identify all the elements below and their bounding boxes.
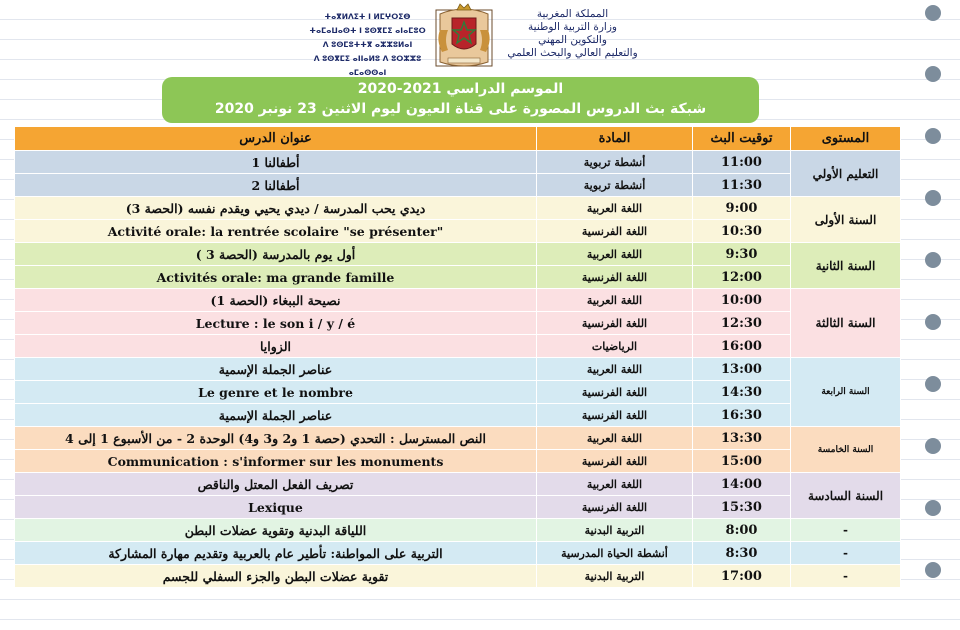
table-row bbox=[15, 358, 901, 381]
binder-ring bbox=[925, 252, 941, 268]
lesson-title-cell: تقوية عضلات البطن والجزء السفلي للجسم bbox=[15, 565, 537, 588]
time-cell: 8:30 bbox=[693, 542, 791, 565]
time-cell: 15:30 bbox=[693, 496, 791, 519]
lesson-title-cell: عناصر الجملة الإسمية bbox=[15, 404, 537, 427]
tifinagh-ministry-name bbox=[300, 10, 435, 80]
lesson-title-cell: ديدي يحب المدرسة / ديدي يحيي ويقدم نفسه (الحصة 3) bbox=[15, 197, 537, 220]
header-subject: المادة bbox=[537, 127, 693, 151]
subject-cell: الرياضيات bbox=[537, 335, 693, 358]
table-row bbox=[15, 473, 901, 496]
lesson-title-cell: Activité orale: la rentrée scolaire "se présenter" bbox=[15, 220, 537, 243]
table-row bbox=[15, 335, 901, 358]
lesson-title-cell: أول يوم بالمدرسة (الحصة 3 ) bbox=[15, 243, 537, 266]
subject-cell: اللغة الفرنسية bbox=[537, 450, 693, 473]
time-cell: 14:00 bbox=[693, 473, 791, 496]
subject-cell: اللغة العربية bbox=[537, 473, 693, 496]
level-cell: - bbox=[791, 542, 901, 565]
tifinagh-line: ⴷ ⵓⵙⴳⵎⵉ ⴰⵏⵏⴰⵍⵓ ⴷ ⵓⵔⵣⵣⵓ ⴰⵎⴰⵙⵙⴰⵏ bbox=[313, 54, 422, 77]
level-cell: السنة الثالثة bbox=[791, 289, 901, 358]
table-row bbox=[15, 243, 901, 266]
binder-ring bbox=[925, 314, 941, 330]
title-banner bbox=[162, 77, 759, 123]
subject-cell: اللغة الفرنسية bbox=[537, 220, 693, 243]
table-row bbox=[15, 151, 901, 174]
binder-ring bbox=[925, 128, 941, 144]
time-cell: 12:30 bbox=[693, 312, 791, 335]
time-cell: 16:30 bbox=[693, 404, 791, 427]
letterhead bbox=[0, 0, 960, 75]
time-cell: 9:30 bbox=[693, 243, 791, 266]
moroccan-coat-of-arms-emblem bbox=[430, 0, 498, 72]
binder-ring bbox=[925, 500, 941, 516]
arabic-ministry-name bbox=[505, 8, 640, 60]
lesson-title-cell: Lexique bbox=[15, 496, 537, 519]
level-cell: السنة الخامسة bbox=[791, 427, 901, 473]
subject-cell: أنشطة تربوية bbox=[537, 174, 693, 197]
level-cell: التعليم الأولي bbox=[791, 151, 901, 197]
table-row bbox=[15, 519, 901, 542]
arabic-line: المملكة المغربية bbox=[536, 8, 609, 20]
time-cell: 12:00 bbox=[693, 266, 791, 289]
subject-cell: اللغة العربية bbox=[537, 427, 693, 450]
lesson-title-cell: أطفالنا 2 bbox=[15, 174, 537, 197]
table-row bbox=[15, 220, 901, 243]
lesson-title-cell: نصيحة الببغاء (الحصة 1) bbox=[15, 289, 537, 312]
subject-cell: اللغة العربية bbox=[537, 243, 693, 266]
subject-cell: أنشطة الحياة المدرسية bbox=[537, 542, 693, 565]
arabic-line: والتعليم العالي والبحث العلمي bbox=[507, 47, 638, 59]
time-cell: 9:00 bbox=[693, 197, 791, 220]
lesson-title-cell: Activités orale: ma grande famille bbox=[15, 266, 537, 289]
binder-ring bbox=[925, 190, 941, 206]
level-cell: السنة الثانية bbox=[791, 243, 901, 289]
table-row bbox=[15, 266, 901, 289]
time-cell: 15:00 bbox=[693, 450, 791, 473]
level-cell: - bbox=[791, 519, 901, 542]
school-year-title: الموسم الدراسي 2021-2020 bbox=[357, 81, 564, 97]
binder-ring bbox=[925, 376, 941, 392]
subject-cell: التربية البدنية bbox=[537, 565, 693, 588]
level-cell: السنة السادسة bbox=[791, 473, 901, 519]
broadcast-schedule-table bbox=[14, 126, 901, 588]
lesson-title-cell: اللياقة البدنية وتقوية عضلات البطن bbox=[15, 519, 537, 542]
table-row bbox=[15, 197, 901, 220]
lesson-title-cell: تصريف الفعل المعتل والناقص bbox=[15, 473, 537, 496]
table-header-row bbox=[15, 127, 901, 151]
table-row bbox=[15, 174, 901, 197]
lesson-title-cell: Communication : s'informer sur les monuments bbox=[15, 450, 537, 473]
subject-cell: اللغة الفرنسية bbox=[537, 496, 693, 519]
lesson-title-cell: التربية على المواطنة: تأطير عام بالعربية وتقديم مهارة المشاركة bbox=[15, 542, 537, 565]
time-cell: 13:00 bbox=[693, 358, 791, 381]
broadcast-schedule-title: شبكة بث الدروس المصورة على قناة العيون ليوم الاثنين 23 نونبر 2020 bbox=[214, 101, 707, 117]
subject-cell: التربية البدنية bbox=[537, 519, 693, 542]
header-time: توقيت البث bbox=[693, 127, 791, 151]
lesson-title-cell: النص المسترسل : التحدي (حصة 1 و2 و3 و4) الوحدة 2 - من الأسبوع 1 إلى 4 bbox=[15, 427, 537, 450]
time-cell: 14:30 bbox=[693, 381, 791, 404]
subject-cell: اللغة الفرنسية bbox=[537, 404, 693, 427]
header-level: المستوى bbox=[791, 127, 901, 151]
subject-cell: اللغة العربية bbox=[537, 358, 693, 381]
table-row bbox=[15, 289, 901, 312]
table-row bbox=[15, 450, 901, 473]
tifinagh-line: ⵜⴰⴳⵍⴷⵉⵜ ⵏ ⵍⵎⵖⵔⵉⴱ bbox=[324, 12, 411, 21]
time-cell: 10:30 bbox=[693, 220, 791, 243]
level-cell: - bbox=[791, 565, 901, 588]
table-body bbox=[15, 151, 901, 588]
tifinagh-line: ⴷ ⵓⵙⵎⵓⵜⵜⴳ ⴰⵣⵣⵓⵍⴰⵏ bbox=[322, 40, 413, 49]
binder-ring bbox=[925, 438, 941, 454]
subject-cell: أنشطة تربوية bbox=[537, 151, 693, 174]
subject-cell: اللغة الفرنسية bbox=[537, 381, 693, 404]
lesson-title-cell: أطفالنا 1 bbox=[15, 151, 537, 174]
table-row bbox=[15, 312, 901, 335]
level-cell: السنة الرابعة bbox=[791, 358, 901, 427]
time-cell: 11:30 bbox=[693, 174, 791, 197]
table-row bbox=[15, 381, 901, 404]
level-cell: السنة الأولى bbox=[791, 197, 901, 243]
time-cell: 16:00 bbox=[693, 335, 791, 358]
time-cell: 11:00 bbox=[693, 151, 791, 174]
table-row bbox=[15, 404, 901, 427]
time-cell: 10:00 bbox=[693, 289, 791, 312]
table-row bbox=[15, 565, 901, 588]
table-row bbox=[15, 427, 901, 450]
lesson-title-cell: Le genre et le nombre bbox=[15, 381, 537, 404]
arabic-line: وزارة التربية الوطنية bbox=[528, 21, 617, 33]
tifinagh-line: ⵜⴰⵎⴰⵡⴰⵙⵜ ⵏ ⵓⵙⴳⵎⵉ ⴰⵏⴰⵎⵓⵔ bbox=[309, 26, 426, 35]
subject-cell: اللغة الفرنسية bbox=[537, 266, 693, 289]
time-cell: 17:00 bbox=[693, 565, 791, 588]
header-lesson-title: عنوان الدرس bbox=[15, 127, 537, 151]
lesson-title-cell: عناصر الجملة الإسمية bbox=[15, 358, 537, 381]
subject-cell: اللغة العربية bbox=[537, 289, 693, 312]
time-cell: 13:30 bbox=[693, 427, 791, 450]
table-row bbox=[15, 496, 901, 519]
binder-ring bbox=[925, 562, 941, 578]
time-cell: 8:00 bbox=[693, 519, 791, 542]
lesson-title-cell: Lecture : le son i / y / é bbox=[15, 312, 537, 335]
lesson-title-cell: الزوايا bbox=[15, 335, 537, 358]
subject-cell: اللغة العربية bbox=[537, 197, 693, 220]
arabic-line: والتكوين المهني bbox=[538, 34, 607, 46]
table-row bbox=[15, 542, 901, 565]
subject-cell: اللغة الفرنسية bbox=[537, 312, 693, 335]
